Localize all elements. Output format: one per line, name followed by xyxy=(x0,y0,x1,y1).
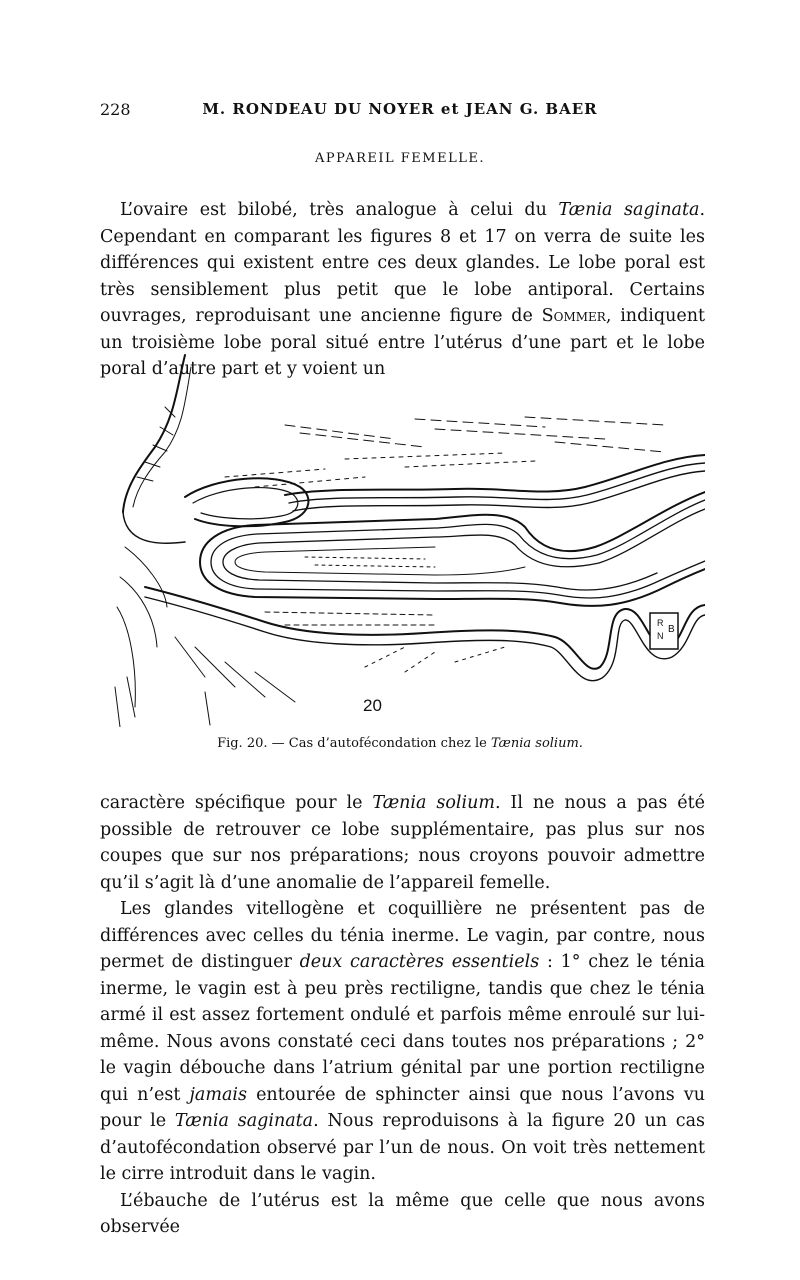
monogram-letter: B xyxy=(668,624,675,635)
running-head: M. RONDEAU DU NOYER et JEAN G. BAER xyxy=(202,100,598,118)
author-name: Sommer xyxy=(541,306,606,326)
section-title: APPAREIL FEMELLE. xyxy=(315,151,485,166)
figure-20-illustration xyxy=(105,347,705,727)
paragraph-continuation: caractère spécifique pour le Tænia solium. Il ne nous a pas été possible de retrouver ce lobe supplémentaire, pas plus sur nos coupes que sur nos préparations; nous croyons pouvoir admettre qu’il s’agit là d’une anomalie de l’appareil femelle. xyxy=(100,793,706,893)
anatomical-drawing xyxy=(105,347,705,727)
figure-caption: Fig. 20. — Cas d’autofécondation chez le Tænia solium. xyxy=(217,736,583,751)
species-name: Tænia saginata xyxy=(174,1111,314,1131)
monogram-letter: N xyxy=(657,631,664,641)
page-header xyxy=(100,100,700,124)
monogram-letter: R xyxy=(657,618,664,628)
page-number: 228 xyxy=(100,100,131,119)
text-block-bottom xyxy=(100,790,705,1241)
paragraph-ovary: L’ovaire est bilobé, très analogue à celui du Tænia saginata. Cependant en comparant les figures 8 et 17 on verra de suite les différences qui existent entre ces deux glandes. Le lobe poral est très sensiblement plus petit que le lobe antiporal. Certains ouvrages, reproduisant une ancienne figure de Sommer, indiquent un troisième lobe poral situé entre l’utérus d’une part et le lobe poral d’autre part et y voient un xyxy=(100,200,706,379)
species-name: Tænia saginata xyxy=(558,200,700,220)
paragraph-vagina: Les glandes vitellogène et coquillière ne présentent pas de différences avec celles du ténia inerme. Le vagin, par contre, nous permet de distinguer deux caractères essentiels : 1° chez le ténia inerme, le vagin est à peu près rectiligne, tandis que chez le ténia armé il est assez fortement ondulé et parfois même enroulé sur lui-même. Nous avons constaté ceci dans toutes nos préparations ; 2° le vagin débouche dans l’atrium génital par une portion rectiligne qui n’est jamais entourée de sphincter ainsi que nous l’avons vu pour le Tænia saginata. Nous reproduisons à la figure 20 un cas d’autofécondation observé par l’un de nous. On voit très nettement le cirre introduit dans le vagin. xyxy=(100,899,706,1184)
paragraph-uterus: L’ébauche de l’utérus est la même que celle que nous avons observée xyxy=(100,1190,705,1237)
figure-number-label: 20 xyxy=(363,696,382,715)
species-name: Tænia solium xyxy=(372,793,495,813)
